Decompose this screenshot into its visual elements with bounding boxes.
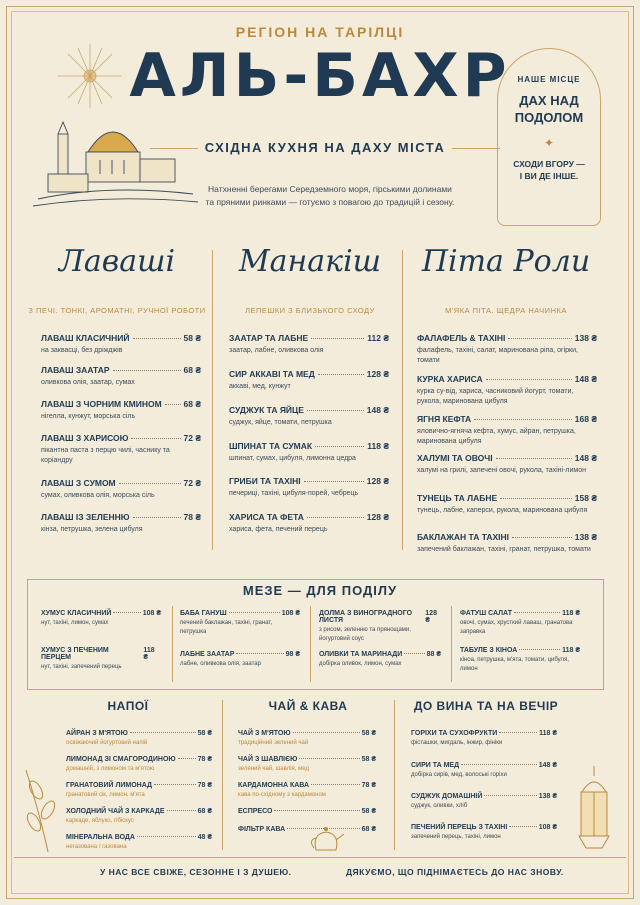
- wine-item: ГОРІХИ ТА СУХОФРУКТИ 118 ₴ фісташки, мигдаль, інжир, фініки: [411, 730, 557, 746]
- menu-item: ШПИНАТ ТА СУМАК 118 ₴ шпинат, сумах, цибуля, лимонна цедра: [229, 441, 389, 462]
- footer-left-text: У НАС ВСЕ СВІЖЕ, СЕЗОННЕ І З ДУШЕЮ.: [100, 867, 292, 877]
- location-badge: [497, 48, 601, 226]
- meze-divider: [172, 606, 173, 682]
- drink-item: ГРАНАТОВИЙ ЛИМОНАД 78 ₴ гранатовий сік, лимон, м'ята: [66, 782, 212, 798]
- meze-item: БАБА ГАНУШ 108 ₴ печений баклажан, тахіні, гранат, петрушка: [180, 610, 300, 635]
- meze-item: ДОЛМА З ВИНОГРАДНОГО ЛИСТЯ 128 ₴ з рисом, зеленню та прянощами, йогуртовий соус: [319, 610, 437, 642]
- tea-item: ЧАЙ З М'ЯТОЮ 58 ₴ традиційний зелений чай: [238, 730, 376, 746]
- meze-item: ЛАБНЕ ЗААТАР 98 ₴ лабне, оливкова олія, заатар: [180, 651, 300, 667]
- meze-item: ОЛИВКИ ТА МАРИНАДИ 88 ₴ добірка оливок, лимон, сумах: [319, 651, 441, 667]
- header-tagline: РЕГІОН НА ТАРІЛЦІ: [235, 24, 405, 40]
- intro-text: Натхненні берегами Середземного моря, гірськими долинами та пряними ринками — готуємо з повагою до традицій і сезону.: [205, 184, 455, 207]
- drink-item: АЙРАН З М'ЯТОЮ 58 ₴ освіжаючий йогуртовий напій: [66, 730, 212, 746]
- badge-star-icon: ✦: [543, 136, 555, 150]
- meze-item: ХУМУС З ПЕЧЕНИМ ПЕРЦЕМ 118 ₴ нут, тахіні, запечений перець: [41, 647, 155, 670]
- tea-item: ФІЛЬТР КАВА 68 ₴: [238, 826, 376, 833]
- menu-item: ТУНЕЦЬ ТА ЛАБНЕ 158 ₴ тунець, лабне, каперси, рукола, маринована цибуля: [417, 493, 597, 514]
- teapot-icon: [306, 820, 346, 856]
- tea-item: КАРДАМОННА КАВА 78 ₴ кава по-східному з кардамоном: [238, 782, 376, 798]
- meze-item: ФАТУШ САЛАТ 118 ₴ овочі, сумах, хрусткий лаваш, гранатова заправка: [460, 610, 580, 635]
- menu-item: ЛАВАШ ІЗ ЗЕЛЕННЮ 78 ₴ кінза, петрушка, зелена цибуля: [41, 512, 201, 533]
- menu-item: ФАЛАФЕЛЬ & ТАХІНІ 138 ₴ фалафель, тахіні, салат, маринована ріпа, огірки, томати: [417, 333, 597, 364]
- meze-item: ХУМУС КЛАСИЧНИЙ 108 ₴ нут, тахіні, лимон, сумах: [41, 610, 161, 626]
- badge-place: ДАХ НАД ПОДОЛОМ: [514, 93, 584, 125]
- wine-item: СУДЖУК ДОМАШНІЙ 138 ₴ суджук, оливки, хліб: [411, 793, 557, 809]
- menu-item: ЛАВАШ З СУМОМ 72 ₴ сумах, оливкова олія, морська сіль: [41, 478, 201, 499]
- section-title-lavash: Лаваші: [58, 244, 176, 279]
- menu-item: ЛАВАШ З ХАРИСОЮ 72 ₴ пікантна паста з перцю чилі, часнику та коріандру: [41, 433, 201, 464]
- footer-right-text: ДЯКУЄМО, ЩО ПІДНІМАЄТЕСЬ ДО НАС ЗНОВУ.: [346, 867, 564, 877]
- column-divider: [402, 250, 403, 550]
- menu-item: ГРИБИ ТА ТАХІНІ 128 ₴ печериці, тахіні, цибуля-порей, чебрець: [229, 476, 389, 497]
- wine-item: ПЕЧЕНИЙ ПЕРЕЦЬ З ТАХІНІ 108 ₴ запечений перець, тахіні, лимон: [411, 824, 557, 840]
- restaurant-subtitle: СХІДНА КУХНЯ НА ДАХУ МІСТА: [204, 140, 446, 155]
- section-title-tea: ЧАЙ & КАВА: [268, 699, 348, 713]
- block-divider: [222, 700, 223, 850]
- drink-item: МІНЕРАЛЬНА ВОДА 48 ₴ негазована / газована: [66, 834, 212, 850]
- section-title-manakish: Манакіш: [238, 244, 382, 279]
- tea-item: ЕСПРЕСО 58 ₴: [238, 808, 376, 815]
- section-subtitle-pita: М'ЯКА ПІТА. ЩЕДРА НАЧИНКА: [445, 306, 567, 315]
- leaf-icon: [18, 760, 64, 856]
- menu-item: ХАРИСА ТА ФЕТА 128 ₴ хариса, фета, печений перець: [229, 512, 389, 533]
- block-divider: [394, 700, 395, 850]
- tea-item: ЧАЙ З ШАВЛІЄЮ 58 ₴ зелений чай, шавлія, мед: [238, 756, 376, 772]
- city-illustration: [28, 34, 203, 209]
- section-title-pita: Піта Роли: [421, 244, 591, 279]
- meze-divider: [310, 606, 311, 682]
- menu-item: СУДЖУК ТА ЯЙЦЕ 148 ₴ суджук, яйце, томати, петрушка: [229, 405, 389, 426]
- drink-item: ХОЛОДНИЙ ЧАЙ З КАРКАДЕ 68 ₴ каркаде, яблуко, гібіскус: [66, 808, 212, 824]
- wine-item: СИРИ ТА МЕД 148 ₴ добірка сирів, мед, волоські горіхи: [411, 762, 557, 778]
- drink-item: ЛИМОНАД ЗІ СМАГОРОДИНОЮ 78 ₴ домашній, з лимоном та м'ятою: [66, 756, 212, 772]
- meze-title: МЕЗЕ — ДЛЯ ПОДІЛУ: [242, 583, 398, 598]
- menu-item: ЛАВАШ З ЧОРНИМ КМИНОМ 68 ₴ нігелла, кунжут, морська сіль: [41, 399, 201, 420]
- badge-motto: СХОДИ ВГОРУ — І ВИ ДЕ ІНШЕ.: [513, 159, 585, 181]
- menu-item: ЯГНЯ КЕФТА 168 ₴ яловично-ягняча кефта, хумус, айран, петрушка, маринована цибуля: [417, 414, 597, 445]
- menu-item: СИР АККАВІ ТА МЕД 128 ₴ аккаві, мед, кунжут: [229, 369, 389, 390]
- mosque-icon: [33, 122, 198, 206]
- meze-item: ТАБУЛЕ З КІНОА 118 ₴ кіноа, петрушка, м'ята, томати, цибуля, лимон: [460, 647, 580, 672]
- menu-item: ЗААТАР ТА ЛАБНЕ 112 ₴ заатар, лабне, оливкова олія: [229, 333, 389, 354]
- menu-item: ЛАВАШ ЗААТАР 68 ₴ оливкова олія, заатар, сумах: [41, 365, 201, 386]
- meze-divider: [451, 606, 452, 682]
- section-title-wine: ДО ВИНА ТА НА ВЕЧІР: [413, 699, 559, 713]
- subtitle-rule-right: [452, 148, 500, 149]
- column-divider: [212, 250, 213, 550]
- sun-icon: [58, 44, 122, 108]
- badge-label: НАШЕ МІСЦЕ: [517, 75, 581, 84]
- section-subtitle-lavash: З ПЕЧІ. ТОНКІ, АРОМАТНІ, РУЧНОЇ РОБОТИ: [28, 306, 206, 315]
- section-subtitle-manakish: ЛЕПЕШКИ З БЛИЗЬКОГО СХОДУ: [245, 306, 375, 315]
- lantern-icon: [572, 762, 616, 858]
- menu-item: БАКЛАЖАН ТА ТАХІНІ 138 ₴ запечений баклажан, тахіні, гранат, петрушка, томати: [417, 532, 597, 553]
- menu-item: ХАЛУМІ ТА ОВОЧІ 148 ₴ халумі на грилі, запечені овочі, рукола, тахіні-лимон: [417, 453, 597, 474]
- menu-item: КУРКА ХАРИСА 148 ₴ курка су-від, хариса, часниковий йогурт, томати, рукола, маринована цибуля: [417, 374, 597, 405]
- section-title-drinks: НАПОЇ: [107, 699, 149, 713]
- menu-item: ЛАВАШ КЛАСИЧНИЙ 58 ₴ на заквасці, без дріжджів: [41, 333, 201, 354]
- restaurant-title: АЛЬ-БАХР: [129, 41, 511, 111]
